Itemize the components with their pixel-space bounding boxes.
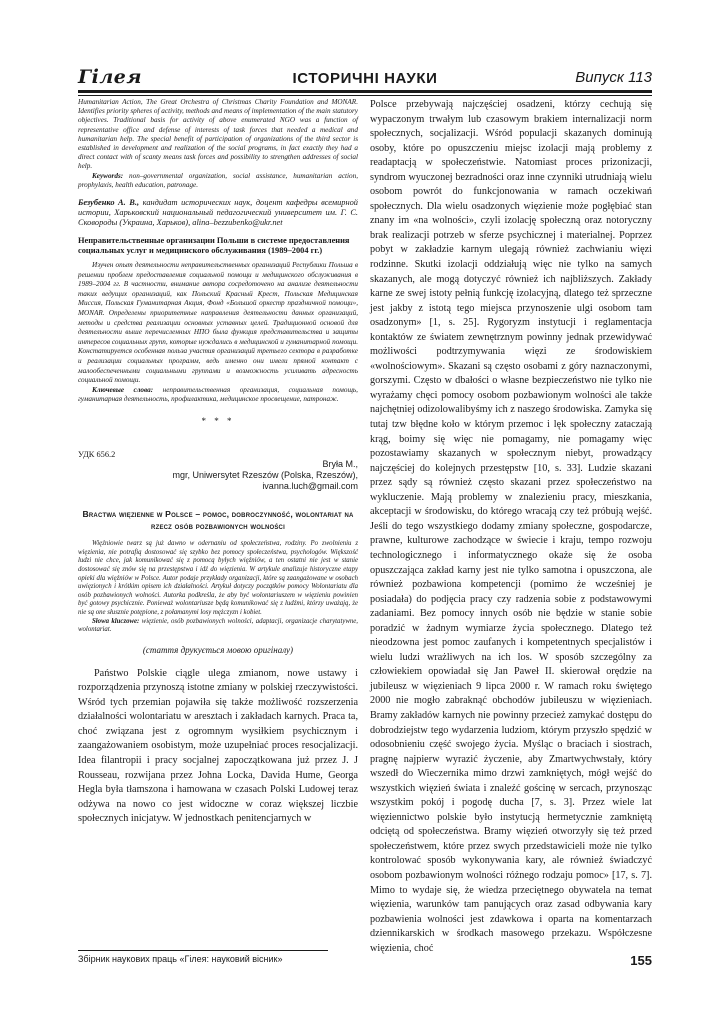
keywords-en (78, 172, 358, 190)
section-separator: * * * (201, 416, 235, 427)
issue-number: Випуск 113 (575, 69, 652, 86)
author-pl-affiliation: mgr, Uniwersytet Rzeszów (Polska, Rzeszów), (172, 470, 358, 481)
running-header (78, 66, 652, 90)
keywords-en-label: Keywords: (92, 171, 124, 180)
keywords-ru (78, 386, 358, 404)
keywords-en-text: non–governmental organization, social assistance, humanitarian action, prophylaxis, health education, patronage. (78, 171, 358, 189)
udk-code: УДК 656.2 (78, 450, 116, 460)
author-pl-name: Bryła M., (322, 459, 358, 470)
footer-text: Збірник наукових праць «Гілея: науковий вісник» (78, 954, 283, 964)
author-pl-email: ivanna.luch@gmail.com (262, 481, 358, 492)
abstract-ru: Изучен опыт деятельности неправительственных организаций Республики Польша в решении проблем предоставления социальной помощи и медицинского обслуживания в 1989–2004 гг. В частности, внимание автора сосредоточено на анализе деятельности таких ведущих организаций, как Польский Красный Крест, Польская Медицинская Миссия, Польская Гуманитарная Акция, Фонд «Большой оркестр праздничной помощи», MONAR. Определены приоритетные направления деятельности данных организаций, методы и средства реализации основных уставных целей. Традиционной основой для деятельности выше перечисленных НПО была функция представительства и защиты интересов социальных групп, которые нуждались в медицинской и гуманитарной помощи. Констатируется особенная польза участия организаций третьего сектора в разработке и реализации социальных программ, ведь именно они имели прямой контакт с малообеспеченными социальными группами и возможность усиливать адресность социальной помощи. (78, 261, 358, 385)
author-ru (78, 198, 358, 229)
journal-title: Гілея (78, 66, 142, 88)
author-ru-name: Безубенко А. В., (78, 198, 140, 208)
keywords-pl (78, 618, 358, 635)
keywords-pl-label: Słowa kluczowe: (92, 617, 140, 625)
keywords-pl-text: więzienie, osób pozbawionych wolności, adaptacji, organizacje charytatywne, wolontariat. (78, 617, 359, 634)
header-rule-thin (78, 95, 652, 96)
left-column (78, 98, 358, 827)
page-number: 155 (630, 953, 652, 968)
section-title: ІСТОРИЧНІ НАУКИ (292, 70, 438, 87)
keywords-ru-label: Ключевые слова: (92, 385, 154, 394)
abstract-en: Humanitarian Action, The Great Orchestra of Christmas Charity Foundation and MONAR. Identifies priority spheres of activity, methods and means of implementation of the main statutory objectives. Traditional basis for activity of above enumerated NGO was a function of representative office and defense of interests of task forces that needed a medical and humanitarian help. The special benefit of participation of organizations of the third sector is established in development and realization of the social programs, in fact exactly they had a direct contact with of scanty means task forces and possibility to strengthen addresses of social help. (78, 98, 358, 171)
body-text-right: Polsce przebywają najczęściej osadzeni, którzy cechują się wypaczonym trwałym lub czasowym brakiem internalizacji norm społecznych, socjalizacji. Wśród populacji skazanych dominują osoby, które po opuszczeniu miejsc izolacji mają problemy z readaptacją w społeczeństwie. Natomiast proces prizonizacji, syndrom wyuczonej bezradności oraz inne czynniki utrudniają wielu osobom powrót do funkcjonowania w ramach oczekiwań społecznych. Dla wielu osadzonych więzienie może pogłębiać stan znany im «na wolności», czyli izolację społeczną oraz notoryczny brak realizacji potrzeb w sferze psychicznej i materialnej. Poprzez pobyt w zakładzie karnym ulegają również zachwianiu więzi rodzinne. Skutki izolacji oddziałują więc nie tylko na samych skazanych, ale mogą dotyczyć również ich najbliższych. Zakłady karne ze swej istoty pełnią funkcję izolacyjną, dlatego też sprzeczne jest jakby z istotą tego miejsca przynoszenie ulgi osobom tam osadzonym» [1, s. 25]. Rygoryzm instytucji i reglamentacja kontaktów ze światem zewnętrznym powinny jednak przewidywać możliwości podtrzymywania więzi ze środowiskiem «wolnościowym». Skazani są często osobami z góry naznaczonymi, gorszymi. Często w dbałości o własne bezpieczeństwo nie tylko nie wyrażamy chęci pomocy osobom pozbawionym wolności ale także najchętniej odizolowalibyśmy ich z naszego środowiska. Zamyka się tutaj tzw błędne koło w którym przemoc i lęk społeczny zataczają krąg, boimy się więc nie pomagamy, nie pomagamy więc pozostawiamy skazanych w społecznym niebyt, prowadzący najczęściej do kolejnych przestępstw [10, s. 33]. Ludzie skazani przez sądy są również często skazani przez społeczeństwo na wykluczenie. Mają problemy w znalezieniu pracy, mieszkania, akceptacji w środowisku, do którego wracają czy też próbują wejść. Jeśli do tego wszystkiego dodamy zmiany społeczne, gospodarcze, prawne, kulturowe zachodzące w świecie i kraju, tempo rozwoju technologicznego i informatycznego okaże się że osoba opuszczająca zakład karny jest nie tylko samotna i opuszczona, ale również pozbawiona kompetencji (pomimo że wcześniej je posiadała) do podjęcia pracy czy radzenia sobie z podstawowymi zadaniami. Bez pomocy innych osób nie będzie w stanie sobie poradzić w żadnym wymiarze życia społecznego. Dlatego też nieodzowna jest pomoc zaufanych i kompetentnych specjalistów i wielu ludzi wrażliwych na ich los. W sposób szczególny za człowiekiem opowiadał się Jan Paweł II. skierował orędzie na jubileusz w więzieniach 9 lipca 2000 r. W ramach roku świętego 2000 nie mogło zabraknąć obchodów jubileuszu w więzieniach. Bramy zakładów karnych nie powinny przecież zamykać dostępu do dobrodziejstw tego wydarzenia ludziom, którym przyszło spędzić w odosobnieniu część swojego życia. Myśląc o braciach i siostrach, pragnę najpierw wyrazić życzenie, aby Zmartwychwstały, który wszedł do Wieczernika mimo drzwi zamkniętych, mógł wejść do wszystkich więzień świata i znaleźć gościnę w sercach, przynosząc wszystkim pokój i pogodę ducha [7, s. 3]. Przez wiele lat więziennictwo polskie było instytucją hermetycznie zamkniętą odciętą od społeczeństwa. Bramy więzień otworzyły się też przed społeczeństwem, które przez swych przedstawicieli może nie tylko kontrolować sposób wykonywania kary, ale również świadczyć osobom pozbawionym wolności różnego rodzaju pomoc» [17, s. 7]. Mimo to wydaje się, że wiedza przeciętnego obywatela na temat więzienia, warunków tam panujących oraz zasad odbywania kary pozbawienia wolności jest zdawkowa i oparta na komentarzach dziennikarskich w środkach masowego przekazu. Współczesne więzienia, choć (370, 99, 652, 954)
article-title-pl: Bractwa więzienne w Polsce – pomoc, dobroczynność, wolontariat na rzecz osób pozbawionych wolności (82, 509, 354, 531)
header-rule-thick (78, 90, 652, 93)
right-column (370, 98, 652, 956)
footer-rule (78, 950, 328, 951)
body-text-left: Państwo Polskie ciągle ulega zmianom, nowe ustawy i rozporządzenia przynoszą istotne zmiany w polskiej rzeczywistości. Wśród tych przemian pojawiła się także możliwość rozszerzenia działalności wolontariatu w aresztach i zakładach karnych. Praca ta, choć związana jest z ogromnym wysiłkiem psychicznym i zaangażowaniem osobistym, może uzupełniać proces resocjalizacji. Idea filantropii i pracy socjalnej zapoczątkowana już przez J. J Rousseau, rozwijana przez Johna Locka, Davida Hume, Georga Hegla była tłamszona i hamowana w czasach Polski Ludowej teraz odżywa na nowo co jest widoczne w coraz większej liczbie społecznych inicjatyw. W jednostkach penitencjarnych w (78, 667, 358, 825)
abstract-pl: Więźniowie twarz są już dawno w odernaniu od społeczeństwa, rodziny. Po zwolnieniu z więzienia, nie potrafią dostosować się szybko bez pomocy społeczeństwa, psychologów. Większość ludzi nie chce, jak komunikować się z pomocą byłych więźniów, a ten ostatni nie jest w stanie dostosować się znów się na przestępstwa i idź do więzienia. W artykule analizuje historyczne etapy opieki dla więźniów w Polsce. Autor podaje przykłady organizacji, które są zaangażowane w osobach uwięzionych i krótkim opisem ich działalności. Artykuł dotyczy początków pomocy Wolontariatu dla osób pozbawionych wolności. Autorka podkreśla, że aby być wolontariuszem w więzieniu powinien być gotowy psychicznie. Ponieważ wolontariusze będą komunikować się z ludźmi, którzy uważają, że nie są one słusznie potępione, z połamanymi losy mężczyzn i kobiet. (78, 540, 358, 616)
author-ru-affiliation: кандидат исторических наук, доцент кафедры всемирной истории, Харьковский национальный педагогический университет им. Г. С. Сковороды (Украина, Харьков), alina–bezzubenko@ukr.net (78, 198, 358, 228)
article-title-ru: Неправительственные организации Польши в системе предоставления социальных услуг и медицинского обслуживания (1989–2004 гг.) (78, 235, 350, 255)
language-note: (стаття друкується мовою оригіналу) (142, 644, 294, 655)
keywords-ru-text: неправительственная организация, социальная помощь, гуманитарная деятельность, профилактика, медицинское просвещение, патронаж. (78, 385, 358, 403)
